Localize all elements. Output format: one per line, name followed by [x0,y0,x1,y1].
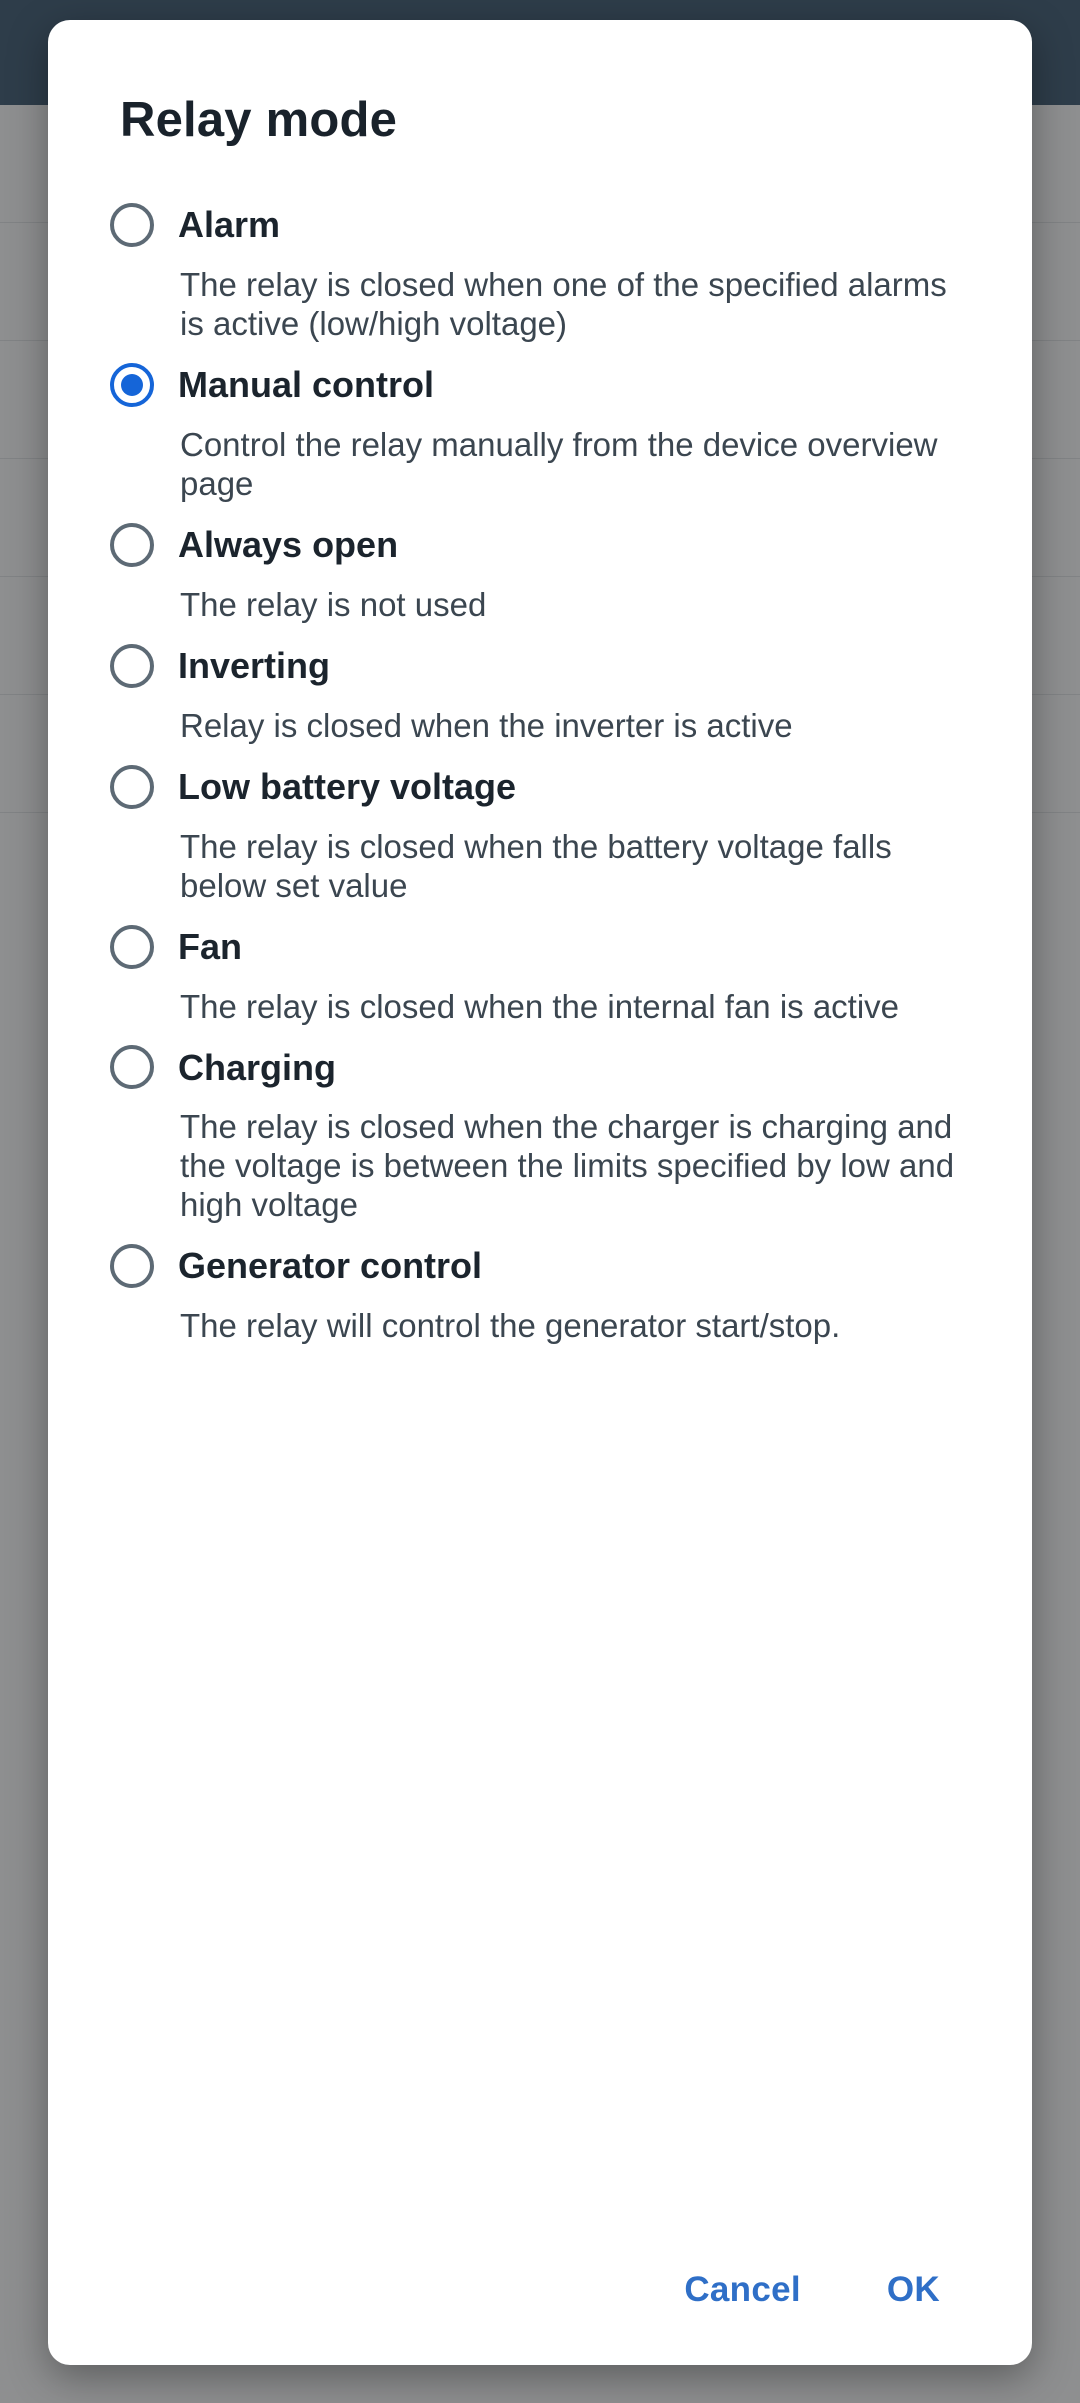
option-description: Control the relay manually from the device overview page [180,425,938,502]
option-always-open[interactable] [110,514,966,625]
radio-button-icon[interactable] [110,523,154,567]
option-description: The relay will control the generator start/stop. [180,1307,841,1345]
radio-button-icon[interactable] [110,644,154,688]
radio-button-icon[interactable] [110,203,154,247]
option-label: Fan [178,925,243,967]
option-label: Alarm [178,204,281,246]
option-label: Generator control [178,1245,483,1287]
option-charging[interactable] [110,1036,966,1225]
option-label: Manual control [178,364,435,406]
option-header[interactable] [110,354,966,416]
option-description: The relay is closed when one of the specified alarms is active (low/high voltage) [180,266,947,342]
option-label: Low battery voltage [178,765,517,807]
radio-button-icon[interactable] [110,1244,154,1288]
option-alarm[interactable] [110,194,966,344]
dialog-actions [48,2215,1032,2365]
option-description: The relay is closed when the internal fan is active [180,987,900,1025]
cancel-button[interactable]: Cancel [680,2262,805,2318]
option-header[interactable] [110,1036,966,1098]
relay-mode-option-list [48,148,1032,2215]
dialog-title: Relay mode [120,93,398,147]
option-header[interactable] [110,514,966,576]
option-description: The relay is closed when the charger is charging and the voltage is between the limits specified by low and high voltage [180,1108,955,1224]
option-description: The relay is closed when the battery voltage falls below set value [180,827,892,904]
option-label: Charging [178,1046,336,1088]
option-header[interactable] [110,756,966,818]
option-inverting[interactable] [110,635,966,746]
option-label: Inverting [178,644,331,686]
option-header[interactable] [110,916,966,978]
option-header[interactable] [110,635,966,697]
option-low-battery-voltage[interactable] [110,756,966,906]
radio-button-selected-icon[interactable] [110,363,154,407]
radio-button-icon[interactable] [110,765,154,809]
option-label: Always open [178,523,399,565]
ok-button[interactable]: OK [883,2262,944,2318]
option-description: Relay is closed when the inverter is active [180,706,793,744]
option-manual-control[interactable] [110,354,966,504]
option-header[interactable] [110,194,966,256]
option-description: The relay is not used [180,585,487,623]
radio-button-icon[interactable] [110,925,154,969]
option-fan[interactable] [110,916,966,1027]
radio-button-icon[interactable] [110,1045,154,1089]
relay-mode-dialog [48,20,1032,2365]
option-header[interactable] [110,1235,966,1297]
option-generator-control[interactable] [110,1235,966,1346]
